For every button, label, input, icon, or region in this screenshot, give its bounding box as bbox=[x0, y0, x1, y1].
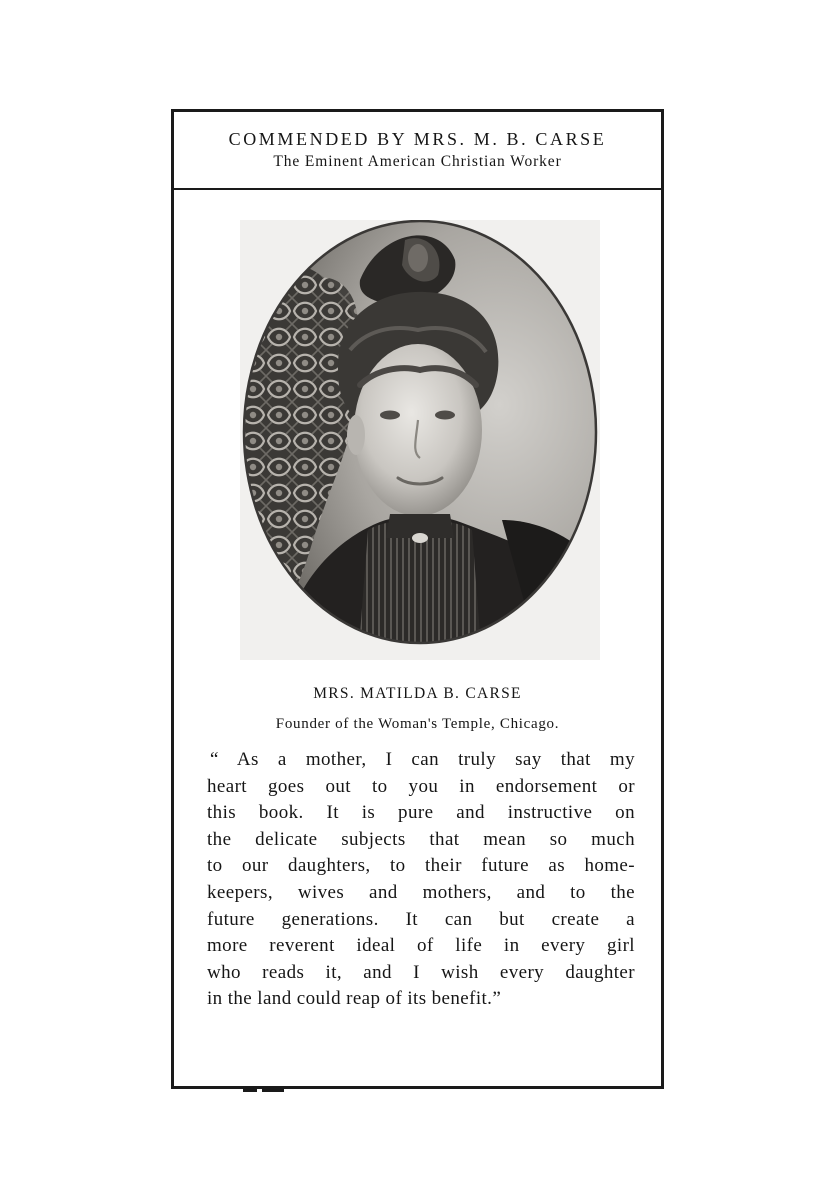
scan-mark bbox=[262, 1089, 284, 1092]
quote-line: to our daughters, to their future as home- bbox=[207, 855, 635, 877]
quote-line: more reverent ideal of life in every girl bbox=[207, 935, 635, 957]
quote-line: keepers, wives and mothers, and to the bbox=[207, 881, 635, 903]
quote-line: in the land could reap of its benefit.” bbox=[207, 988, 502, 1010]
header-title: COMMENDED BY MRS. M. B. CARSE bbox=[228, 129, 607, 149]
header-subtitle: The Eminent American Christian Worker bbox=[273, 153, 562, 170]
quote-line: who reads it, and I wish every daughter bbox=[207, 961, 635, 983]
subject-role: Founder of the Woman's Temple, Chicago. bbox=[275, 716, 560, 732]
commendation-card bbox=[171, 109, 664, 1089]
quote-line: “ As a mother, I can truly say that my bbox=[210, 749, 635, 770]
quote-line: future generations. It can but create a bbox=[207, 908, 635, 930]
quote-line: this book. It is pure and instructive on bbox=[207, 802, 635, 824]
endorsement-quote bbox=[207, 747, 635, 1013]
subject-name: MRS. MATILDA B. CARSE bbox=[313, 685, 522, 702]
quote-line: heart goes out to you in endorsement or bbox=[207, 775, 635, 797]
scan-mark bbox=[243, 1089, 257, 1092]
quote-line: the delicate subjects that mean so much bbox=[207, 828, 635, 850]
portrait-photo bbox=[240, 220, 600, 660]
card-header bbox=[174, 112, 661, 190]
